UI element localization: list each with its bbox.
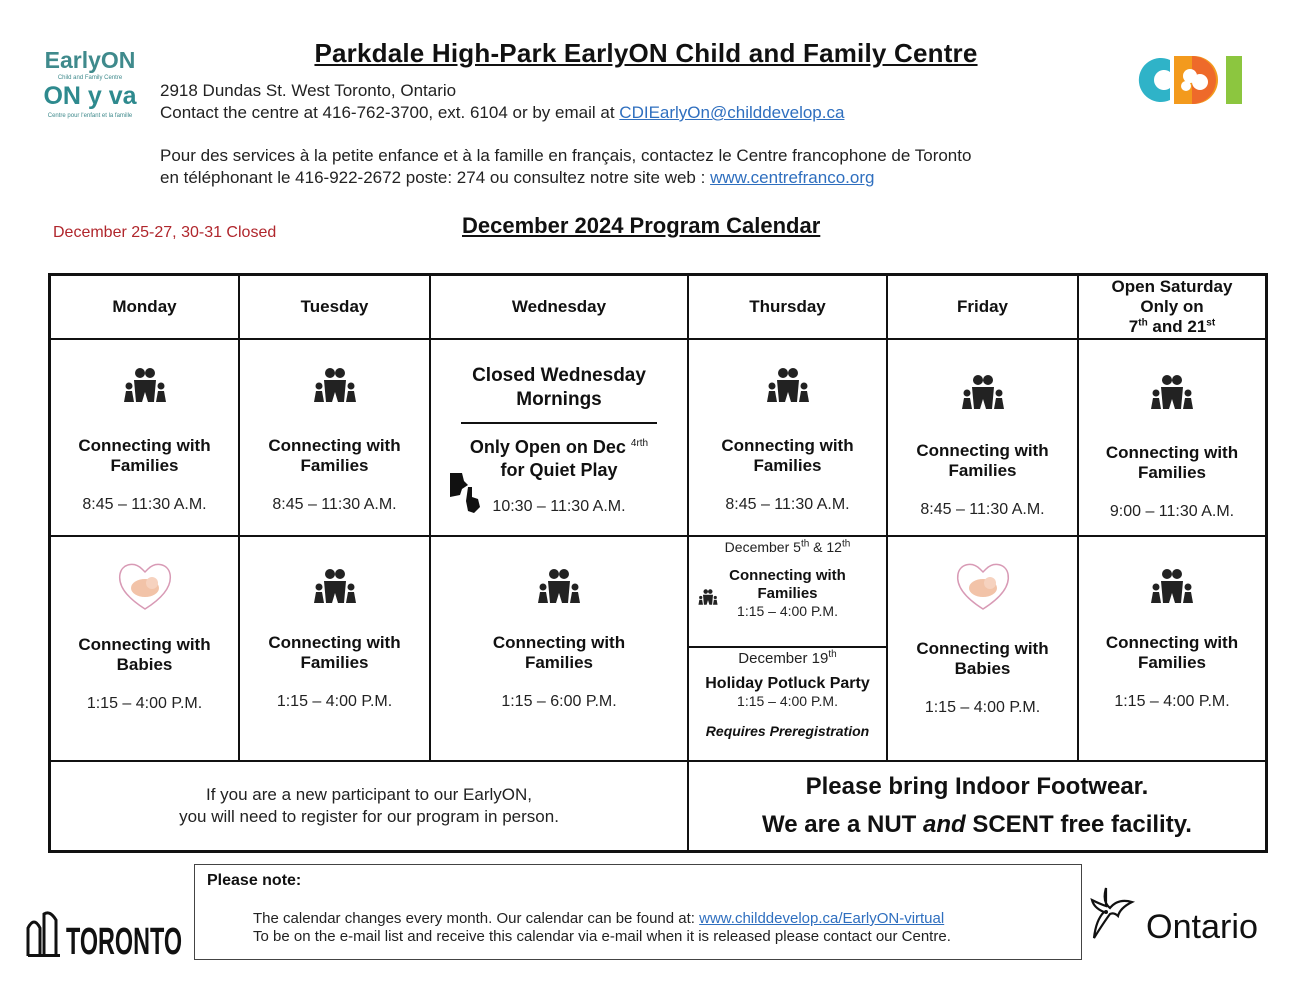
contact-text: Contact the centre at 416-762-3700, ext. 6104 or by email at <box>160 103 620 122</box>
toronto-logo <box>26 908 186 963</box>
email-link[interactable]: CDIEarlyOn@childdevelop.ca <box>619 103 845 122</box>
event-date <box>725 539 851 555</box>
program-line-1: Connecting with <box>916 639 1049 658</box>
cdi-logo <box>1120 50 1256 110</box>
centrefranco-link[interactable]: www.centrefranco.org <box>710 168 875 187</box>
program-name <box>916 639 1048 679</box>
program-line-1: Connecting with <box>916 441 1049 460</box>
nut-scent-line <box>762 806 1192 844</box>
header-tuesday: Tuesday <box>300 297 369 316</box>
calendar-link[interactable]: www.childdevelop.ca/EarlyON-virtual <box>699 910 945 927</box>
note-text <box>253 910 951 946</box>
morning-thursday <box>689 340 886 535</box>
program-name <box>268 436 400 476</box>
morning-monday <box>51 340 238 535</box>
date-sup: th <box>800 538 810 550</box>
afternoon-wednesday <box>431 537 687 760</box>
program-time: 8:45 – 11:30 A.M. <box>272 496 397 513</box>
contact-line <box>160 102 844 124</box>
program-time: 8:45 – 11:30 A.M. <box>725 496 850 513</box>
program-line-1: Connecting with <box>1105 633 1239 652</box>
date-text-2: & 12 <box>809 539 842 555</box>
baby-heart-icon <box>116 559 174 613</box>
program-time: 1:15 – 4:00 P.M. <box>737 603 838 619</box>
sat-date-21: and 21 <box>1147 317 1207 336</box>
program-name <box>1106 443 1238 483</box>
program-line-2: Families <box>948 461 1017 480</box>
quiet-line-2: for Quiet Play <box>500 460 618 480</box>
program-name <box>916 441 1048 481</box>
scent-text: SCENT free facility. <box>965 811 1192 838</box>
program-line-2: Families <box>753 456 822 475</box>
family-icon <box>313 569 357 603</box>
afternoon-monday <box>51 537 238 760</box>
afternoon-tuesday <box>240 537 429 760</box>
saturday-line-2: Only on <box>1140 297 1204 316</box>
header-monday: Monday <box>112 297 177 316</box>
afternoon-friday <box>888 537 1077 760</box>
program-line-2: Families <box>524 653 594 672</box>
morning-saturday <box>1079 340 1265 535</box>
header-friday: Friday <box>956 297 1009 316</box>
program-time: 1:15 – 4:00 P.M. <box>1114 693 1230 710</box>
program-line-2: Families <box>757 585 818 602</box>
nut-text: We are a NUT <box>762 811 923 838</box>
sat-date-7: 7 <box>1128 317 1139 336</box>
program-time: 1:15 – 4:00 P.M. <box>737 693 838 709</box>
sat-sup-th: th <box>1138 317 1148 329</box>
program-time: 1:15 – 4:00 P.M. <box>86 695 203 712</box>
notice-line-1: If you are a new participant to our EarlyON, <box>206 785 532 804</box>
baby-heart-icon <box>954 559 1012 613</box>
date-sup-2: th <box>841 538 851 550</box>
preregistration-note: Requires Preregistration <box>705 723 870 739</box>
french-line-2 <box>160 167 971 189</box>
program-time: 9:00 – 11:30 A.M. <box>1109 503 1235 520</box>
program-line-2: Babies <box>116 655 173 674</box>
program-line-1: Connecting with <box>492 633 626 652</box>
program-name <box>78 436 210 476</box>
program-line-1: Connecting with <box>78 436 211 455</box>
program-name <box>729 567 846 603</box>
french-text: en téléphonant le 416-922-2672 poste: 274 ou consultez notre site web : <box>160 168 711 187</box>
afternoon-saturday <box>1079 537 1265 760</box>
program-line-1: Connecting with <box>78 635 211 654</box>
program-time: 1:15 – 6:00 P.M. <box>501 693 617 710</box>
program-line-1: Connecting with <box>268 436 401 455</box>
quiet-line-1 <box>470 432 648 459</box>
family-icon <box>1150 375 1194 409</box>
note-line-2: To be on the e-mail list and receive this calendar via e-mail when it is released please contact our Centre. <box>253 928 951 945</box>
program-name <box>268 633 400 673</box>
new-participant-notice <box>51 762 687 850</box>
program-name <box>78 635 210 675</box>
divider <box>461 422 657 424</box>
program-line-1: Connecting with <box>721 436 854 455</box>
note-heading: Please note: <box>207 872 302 889</box>
program-name <box>1106 633 1238 673</box>
quiet-text: Only Open on Dec <box>469 437 631 457</box>
ontario-logo <box>1088 884 1268 948</box>
facility-notice <box>689 762 1265 850</box>
nut-and: and <box>922 811 966 838</box>
program-time: 1:15 – 4:00 P.M. <box>924 699 1041 716</box>
family-icon <box>313 368 357 402</box>
note-line-1 <box>253 910 951 928</box>
date-text: December 5 <box>724 539 801 555</box>
family-icon <box>766 368 810 402</box>
saturday-line-3 <box>1129 317 1215 337</box>
family-icon <box>1150 569 1194 603</box>
shush-icon <box>448 471 482 513</box>
quiet-play <box>470 432 648 482</box>
svg-text:Ontario: Ontario <box>1146 908 1258 946</box>
page-title: Parkdale High-Park EarlyON Child and Family Centre <box>314 38 978 68</box>
afternoon-thursday-dec19 <box>689 648 886 760</box>
date-text: December 19 <box>738 650 829 667</box>
afternoon-thursday-dec5-12 <box>689 537 886 646</box>
svg-text:TORONTO: TORONTO <box>66 921 182 963</box>
sat-sup-st: st <box>1206 317 1216 329</box>
french-services <box>160 145 971 189</box>
program-line-2: Families <box>1137 463 1207 482</box>
morning-tuesday <box>240 340 429 535</box>
program-name <box>721 436 853 476</box>
program-line-2: Families <box>300 456 369 475</box>
program-line-2: Families <box>300 653 369 672</box>
saturday-line-1: Open Saturday <box>1111 277 1233 296</box>
program-calendar <box>48 273 1268 853</box>
event-date <box>738 650 836 667</box>
program-line-2: Babies <box>954 659 1011 678</box>
calendar-title: December 2024 Program Calendar <box>462 213 821 238</box>
closed-notice: December 25-27, 30-31 Closed <box>53 224 277 241</box>
program-line-1: Connecting with <box>268 633 401 652</box>
program-line-2: Families <box>110 456 179 475</box>
program-time: 10:30 – 11:30 A.M. <box>492 498 626 515</box>
program-line-1: Connecting with <box>729 567 846 584</box>
date-sup: th <box>828 649 837 660</box>
note-line-1-text: The calendar changes every month. Our calendar can be found at: <box>253 910 700 927</box>
address: 2918 Dundas St. West Toronto, Ontario <box>160 81 457 100</box>
svg-text:EarlyON: EarlyON <box>44 47 136 73</box>
svg-text:Child and Family Centre: Child and Family Centre <box>57 75 123 81</box>
notice-line-2: you will need to register for our program in person. <box>179 807 559 826</box>
program-time: 1:15 – 4:00 P.M. <box>276 693 393 710</box>
program-line-2: Families <box>1137 653 1207 672</box>
closed-line-1: Closed Wednesday <box>472 365 646 386</box>
footwear-line: Please bring Indoor Footwear. <box>805 773 1149 800</box>
morning-wednesday <box>431 340 687 535</box>
header-wednesday: Wednesday <box>511 297 607 316</box>
contact-block <box>160 80 844 124</box>
morning-friday <box>888 340 1077 535</box>
svg-text:ON y va: ON y va <box>43 82 137 110</box>
program-time: 8:45 – 11:30 A.M. <box>82 496 207 513</box>
family-icon <box>123 368 167 402</box>
program-name <box>493 633 625 673</box>
quiet-sup: 4rth <box>630 438 649 449</box>
header-saturday <box>1079 276 1265 338</box>
family-icon <box>961 375 1005 409</box>
family-icon <box>537 569 581 603</box>
svg-text:Centre pour l'enfant et la fam: Centre pour l'enfant et la famille <box>47 113 133 119</box>
french-line-1: Pour des services à la petite enfance et à la famille en français, contactez le Centre francophone de Toronto <box>160 146 972 165</box>
closed-line-2: Mornings <box>516 389 602 410</box>
closed-wednesday <box>472 364 646 412</box>
program-time: 8:45 – 11:30 A.M. <box>920 501 1045 518</box>
event-title: Holiday Potluck Party <box>705 675 870 692</box>
family-icon <box>698 589 718 605</box>
header-thursday: Thursday <box>749 297 826 316</box>
program-line-1: Connecting with <box>1105 443 1239 462</box>
